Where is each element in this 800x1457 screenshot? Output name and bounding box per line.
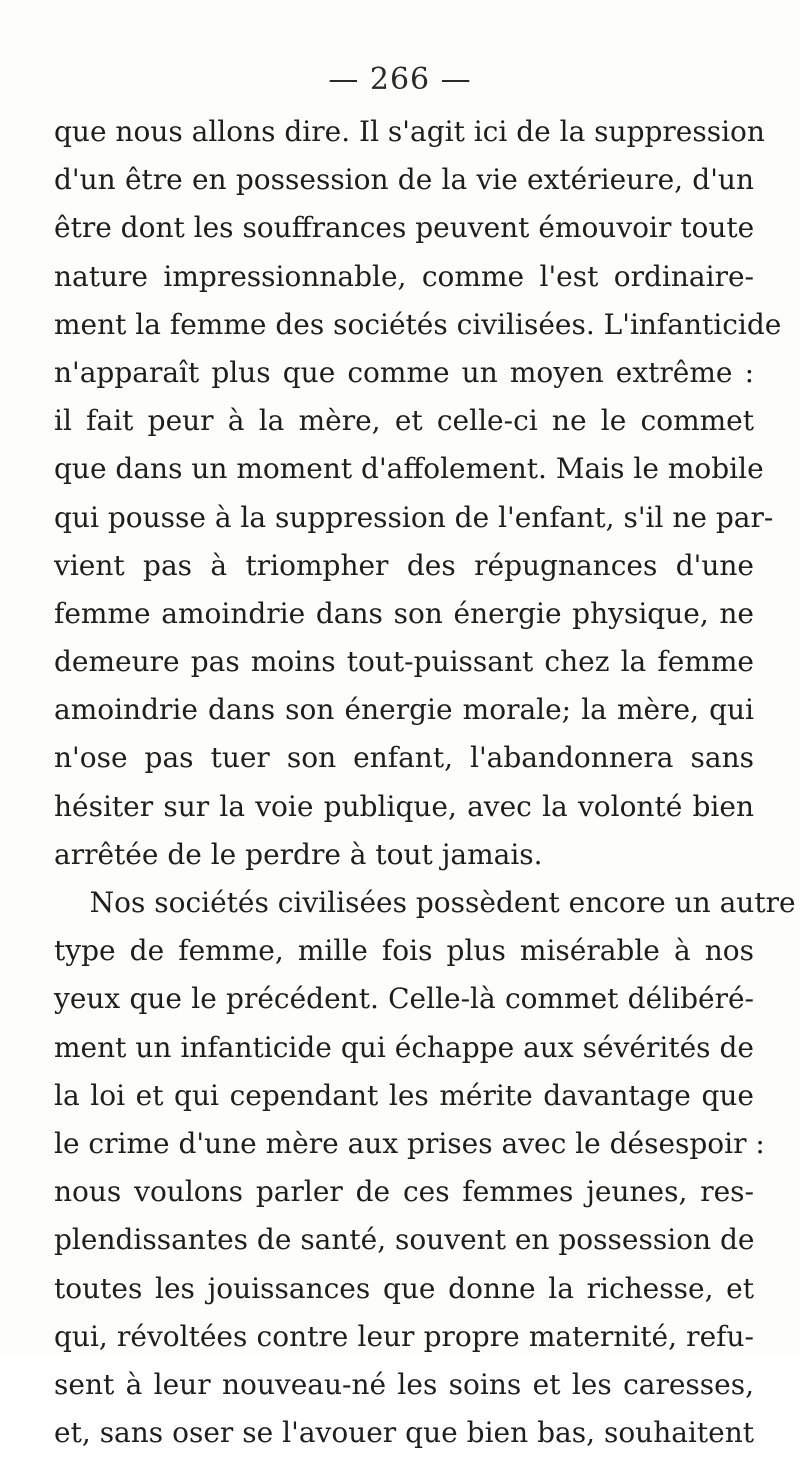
body-text [54, 108, 796, 1457]
text-line: nature impressionnable, comme l'est ordinaire- [54, 259, 754, 293]
text-line: demeure pas moins tout-puissant chez la femme [54, 645, 754, 679]
text-line: que dans un moment d'affolement. Mais le mobile [54, 452, 764, 486]
text-line: hésiter sur la voie publique, avec la volonté bien [54, 789, 754, 823]
text-line: ment la femme des sociétés civilisées. L'infanticide [54, 307, 782, 341]
text-line: amoindrie dans son énergie morale; la mère, qui [54, 693, 754, 727]
text-line: et, sans oser se l'avouer que bien bas, souhaitent [54, 1416, 754, 1450]
text-line: nous voulons parler de ces femmes jeunes, res- [54, 1175, 754, 1209]
text-line: Nos sociétés civilisées possèdent encore un autre [54, 886, 796, 919]
text-line: qui pousse à la suppression de l'enfant, s'il ne par- [54, 500, 774, 534]
paragraph [54, 879, 796, 1457]
text-line: n'ose pas tuer son enfant, l'abandonnera sans [54, 741, 754, 775]
page-number: — 266 — [328, 62, 472, 97]
text-line: vient pas à triompher des répugnances d'une [54, 548, 754, 582]
text-line: d'un être en possession de la vie extérieure, d'un [54, 163, 754, 197]
text-line: plendissantes de santé, souvent en possession de [54, 1223, 755, 1257]
text-line: le crime d'une mère aux prises avec le désespoir : [54, 1126, 765, 1160]
text-line: sent à leur nouveau-né les soins et les caresses, [54, 1367, 754, 1401]
text-line: qui, révoltées contre leur propre maternité, refu- [54, 1319, 754, 1353]
text-line: toutes les jouissances que donne la richesse, et [54, 1271, 754, 1305]
text-line: ment un infanticide qui échappe aux sévérités de [54, 1030, 754, 1064]
text-line: la loi et qui cependant les mérite davantage que [54, 1078, 754, 1112]
text-line: arrêtée de le perdre à tout jamais. [54, 837, 543, 871]
text-line: femme amoindrie dans son énergie physique, ne [54, 596, 754, 630]
paragraph [54, 108, 782, 879]
text-line: il fait peur à la mère, et celle-ci ne le commet [54, 404, 754, 438]
text-line: yeux que le précédent. Celle-là commet délibéré- [54, 982, 754, 1016]
text-line: type de femme, mille fois plus misérable à nos [54, 934, 754, 968]
text-line: être dont les souffrances peuvent émouvoir toute [54, 211, 755, 245]
text-line: que nous allons dire. Il s'agit ici de la suppression [54, 115, 765, 148]
text-line: n'apparaît plus que comme un moyen extrême : [54, 355, 754, 389]
